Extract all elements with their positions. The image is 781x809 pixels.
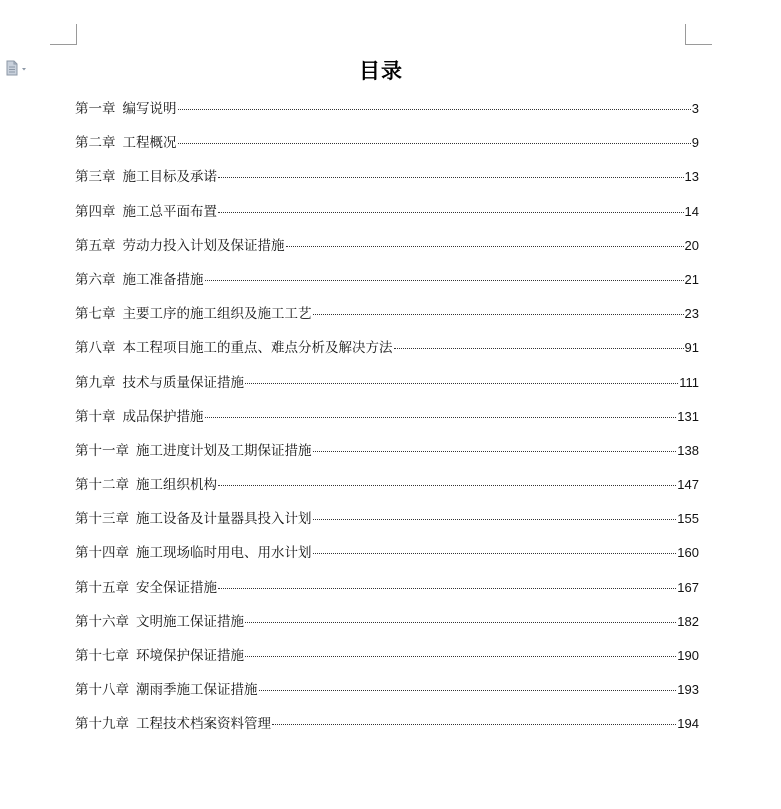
toc-entry[interactable] [75,97,699,131]
toc-chapter-title: 劳动力投入计划及保证措施 [122,237,285,254]
toc-page-number: 3 [691,101,699,116]
toc-entry[interactable] [75,644,699,678]
toc-dot-leader [313,314,684,315]
toc-dot-leader [286,246,684,247]
toc-chapter-title: 施工现场临时用电、用水计划 [136,545,312,562]
toc-chapter-title: 技术与质量保证措施 [122,374,244,391]
toc-dot-leader [205,280,684,281]
toc-entry[interactable] [75,610,699,644]
toc-entry[interactable] [75,371,699,405]
toc-chapter-title: 施工组织机构 [136,477,217,494]
toc-chapter-title: 工程概况 [122,135,177,152]
table-of-contents [75,97,699,747]
toc-chapter-title: 潮雨季施工保证措施 [136,682,258,699]
toc-page-number: 9 [691,135,699,151]
toc-chapter-number: 第五章 [75,237,116,254]
toc-dot-leader [205,417,677,418]
toc-page-number: 91 [684,340,699,356]
toc-page-number: 14 [684,203,699,219]
toc-page-number: 167 [677,579,699,595]
toc-dot-leader [313,553,677,554]
toc-chapter-number: 第十五章 [75,579,129,596]
toc-chapter-number: 第十八章 [75,682,129,699]
toc-entry[interactable] [75,541,699,575]
toc-chapter-number: 第十六章 [75,613,129,630]
toc-entry[interactable] [75,712,699,746]
toc-chapter-title: 文明施工保证措施 [136,613,244,630]
toc-entry[interactable] [75,405,699,439]
toc-chapter-number: 第十一章 [75,442,129,459]
toc-page-number: 190 [677,648,699,663]
toc-page-number: 131 [677,408,699,424]
toc-chapter-title: 施工进度计划及工期保证措施 [136,442,312,459]
toc-chapter-number: 第三章 [75,169,116,186]
toc-page-number: 147 [677,477,699,493]
toc-chapter-number: 第十二章 [75,477,129,494]
toc-page-number: 160 [677,545,699,561]
toc-chapter-title: 主要工序的施工组织及施工工艺 [122,306,312,323]
toc-chapter-number: 第六章 [75,271,116,288]
toc-chapter-number: 第一章 [75,101,116,117]
toc-entry[interactable] [75,678,699,712]
toc-entry[interactable] [75,473,699,507]
toc-chapter-title: 成品保护措施 [122,408,204,425]
toc-dot-leader [178,143,691,144]
toc-chapter-title: 环境保护保证措施 [136,648,244,664]
toc-entry[interactable] [75,336,699,370]
toc-dot-leader [272,724,676,725]
toc-chapter-number: 第九章 [75,374,116,391]
toc-dot-leader [313,519,677,520]
toc-chapter-number: 第十四章 [75,545,129,562]
toc-dot-leader [218,588,676,589]
toc-page-number: 182 [677,613,699,629]
toc-page-number: 20 [684,237,699,253]
toc-chapter-number: 第十章 [75,408,116,425]
toc-dot-leader [218,485,676,486]
toc-chapter-number: 第八章 [75,340,116,357]
toc-page-number: 23 [684,306,699,322]
toc-chapter-title: 施工总平面布置 [122,203,217,220]
page-corner-mark-top-right [685,24,712,45]
toc-chapter-number: 第七章 [75,306,116,323]
toc-page-number: 13 [684,169,699,185]
toc-entry[interactable] [75,268,699,302]
toc-chapter-number: 第二章 [75,135,116,152]
toc-dot-leader [394,348,684,349]
toc-page-number: 193 [677,682,699,698]
toc-chapter-number: 第四章 [75,203,116,220]
toc-entry[interactable] [75,439,699,473]
toc-chapter-title: 编写说明 [122,101,177,117]
toc-page-number: 21 [684,271,699,287]
toc-page-number: 111 [679,374,699,390]
toc-dot-leader [178,109,691,110]
toc-entry[interactable] [75,234,699,268]
page-title: 目录 [359,58,403,83]
toc-chapter-number: 第十三章 [75,511,129,528]
toc-entry[interactable] [75,200,699,234]
page-corner-mark-top-left [50,24,77,45]
toc-page-number: 138 [677,442,699,458]
toc-dot-leader [218,212,684,213]
toc-chapter-title: 安全保证措施 [136,579,217,596]
toc-page-number: 155 [677,511,699,527]
toc-dot-leader [245,383,678,384]
toc-dot-leader [313,451,677,452]
toc-page-number: 194 [677,716,699,732]
toc-entry[interactable] [75,131,699,165]
toc-chapter-title: 工程技术档案资料管理 [136,716,271,733]
toc-chapter-title: 施工目标及承诺 [122,169,217,186]
toc-dot-leader [245,656,676,657]
toc-chapter-title: 施工准备措施 [122,271,204,288]
toc-entry[interactable] [75,507,699,541]
toc-chapter-title: 施工设备及计量器具投入计划 [136,511,312,528]
toc-chapter-title: 本工程项目施工的重点、难点分析及解决方法 [122,340,393,357]
toc-entry[interactable] [75,165,699,199]
toc-entry[interactable] [75,576,699,610]
toc-chapter-number: 第十七章 [75,648,129,664]
toc-chapter-number: 第十九章 [75,716,129,733]
toc-entry[interactable] [75,302,699,336]
toc-dot-leader [218,177,684,178]
toc-dot-leader [259,690,677,691]
toc-dot-leader [245,622,676,623]
